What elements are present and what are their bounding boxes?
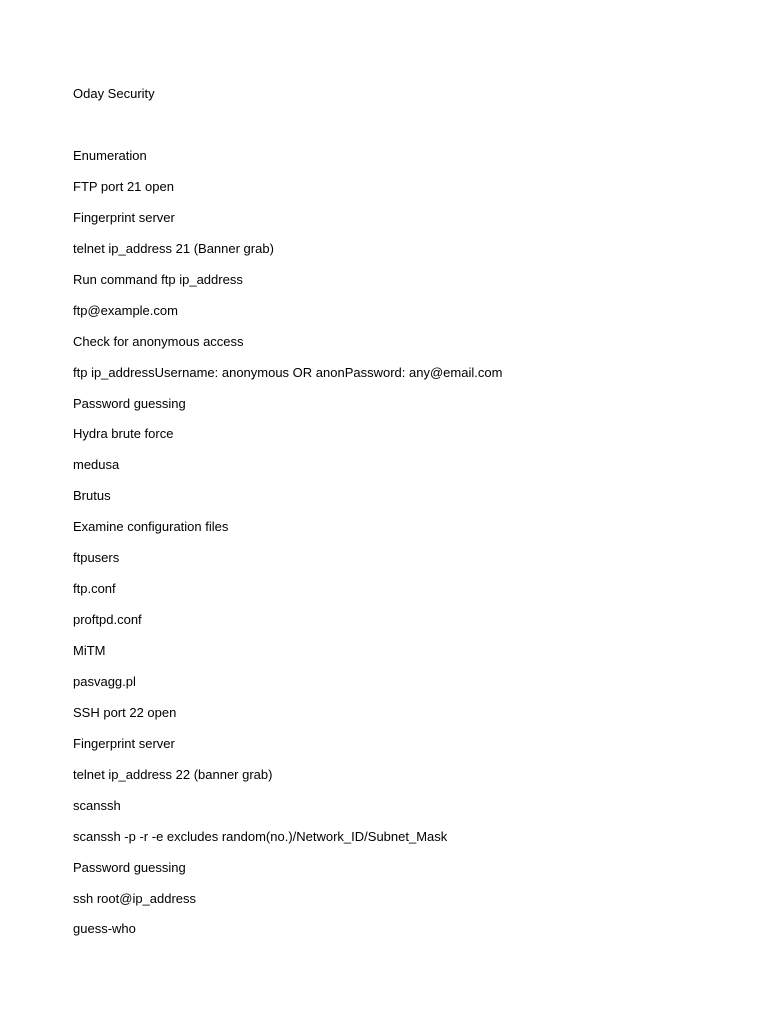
document-line: scanssh — [73, 797, 121, 813]
document-line: MiTM — [73, 643, 106, 658]
document-line: scanssh -p -r -e excludes random(no.)/Network_ID/Subnet_Mask — [73, 828, 448, 844]
document-line: pasvagg.pl — [73, 673, 136, 689]
document-line: FTP port 21 open — [73, 178, 174, 194]
document-line: Examine configuration files — [73, 519, 229, 535]
document-line: medusa — [73, 457, 120, 473]
document-line: proftpd.conf — [73, 612, 142, 628]
document-line: Check for anonymous access — [73, 333, 244, 349]
document-line: Fingerprint server — [73, 209, 175, 225]
document-line: Password guessing — [73, 395, 186, 411]
document-line: Password guessing — [73, 859, 186, 875]
document-line: ftp ip_addressUsername: anonymous OR anonPassword: any@email.com — [73, 364, 503, 380]
document-line: ftpusers — [73, 550, 120, 566]
document-line: telnet ip_address 22 (banner grab) — [73, 766, 273, 782]
document-body — [73, 148, 502, 952]
document-line: Enumeration — [73, 148, 147, 163]
document-line: SSH port 22 open — [73, 704, 177, 720]
document-line: Fingerprint server — [73, 735, 175, 751]
document-line: Hydra brute force — [73, 426, 174, 442]
document-title: Oday Security — [73, 86, 155, 101]
document-line: Brutus — [73, 488, 111, 504]
document-line: ftp.conf — [73, 581, 116, 597]
document-line: guess-who — [73, 921, 136, 937]
document-line: ftp@example.com — [73, 302, 178, 318]
document-line: Run command ftp ip_address — [73, 271, 243, 287]
document-line: telnet ip_address 21 (Banner grab) — [73, 240, 274, 256]
document-line: ssh root@ip_address — [73, 890, 197, 906]
